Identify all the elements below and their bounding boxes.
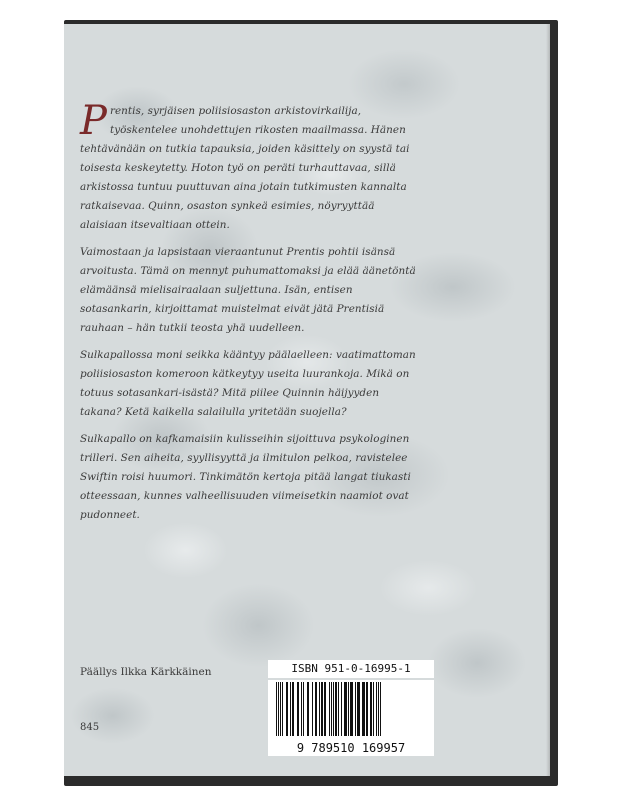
barcode-bar — [329, 682, 330, 736]
barcode-bar — [292, 682, 294, 736]
barcode-bar — [297, 682, 299, 736]
barcode-bar — [331, 682, 332, 736]
barcode-bar — [301, 682, 302, 736]
isbn-label: ISBN 951-0-16995-1 — [268, 660, 434, 678]
cover-credits: Päällys Ilkka Kärkkäinen — [80, 666, 212, 678]
barcode-bar — [280, 682, 281, 736]
blurb-paragraph-4: Sulkapallo on kafkamaisiin kulisseihin sijoittuva psykologinen trilleri. Sen aiheita, syyllisyyttä ja ilmitulon pelkoa, ravistelee Swiftin roisi huumori. Tinkimätön kertoja pitää langat tiukasti otteessaan, kunnes valheellisuuden viimeisetkin naamiot ovat pudonneet. — [80, 433, 411, 521]
cover-edge — [546, 24, 550, 776]
barcode-bar — [276, 682, 277, 736]
barcode — [268, 680, 434, 756]
blurb-paragraph-1 — [80, 98, 420, 235]
barcode-bar — [348, 682, 349, 736]
barcode-bar — [312, 682, 313, 736]
product-code: 845 — [80, 722, 100, 733]
barcode-bar — [370, 682, 372, 736]
barcode-bar — [290, 682, 291, 736]
barcode-bar — [378, 682, 379, 736]
barcode-bar — [380, 682, 381, 736]
barcode-bars — [274, 682, 428, 736]
barcode-bar — [376, 682, 377, 736]
barcode-bar — [321, 682, 323, 736]
barcode-bar — [278, 682, 279, 736]
blurb-text-1: rentis, syrjäisen poliisiosaston arkistovirkailija, työskentelee unohdettujen rikosten maailmassa. Hänen tehtävänään on tutkia tapauksia, joiden käsittely on syystä tai toisesta keskeytetty. Hoton työ on peräti turhauttavaa, sillä arkistossa tuntuu puuttuvan aina jotain tutkimusten kannalta ratkaisevaa. Quinn, osaston synkeä esimies, nöyryyttää alaisiaan itsevaltiaan ottein. — [80, 105, 410, 231]
back-cover-blurb — [80, 98, 420, 533]
barcode-bar — [341, 682, 342, 736]
barcode-bar — [303, 682, 304, 736]
isbn-barcode-block — [268, 660, 434, 756]
drop-cap: P — [80, 98, 107, 144]
blurb-paragraph-3: Sulkapallossa moni seikka kääntyy päälaelleen: vaatimattoman poliisiosaston komeroon kätkeytyy useita luurankoja. Mikä on totuus sotasankari-isästä? Mitä piilee Quinnin häijyyden takana? Ketä kaikella salailulla yritetään suojella? — [80, 349, 416, 418]
barcode-bar — [366, 682, 368, 736]
barcode-bar — [333, 682, 334, 736]
barcode-bar — [282, 682, 283, 736]
barcode-bar — [357, 682, 360, 736]
barcode-bar — [315, 682, 317, 736]
barcode-bar — [319, 682, 320, 736]
barcode-bar — [324, 682, 326, 736]
barcode-bar — [338, 682, 339, 736]
blurb-paragraph-2: Vaimostaan ja lapsistaan vieraantunut Prentis pohtii isänsä arvoitusta. Tämä on mennyt puhumattomaksi ja elää äänetöntä elämäänsä mielisairaalaan suljettuna. Isän, entisen sotasankarin, kirjoittamat muistelmat eivät jätä Prentisiä rauhaan – hän tutkii teosta yhä uudelleen. — [80, 246, 416, 334]
barcode-bar — [373, 682, 374, 736]
barcode-bar — [286, 682, 288, 736]
barcode-bar — [307, 682, 309, 736]
barcode-bar — [344, 682, 347, 736]
barcode-bar — [362, 682, 365, 736]
barcode-bar — [350, 682, 353, 736]
barcode-bar — [335, 682, 337, 736]
barcode-bar — [355, 682, 356, 736]
barcode-digits: 9 789510 169957 — [268, 740, 434, 756]
